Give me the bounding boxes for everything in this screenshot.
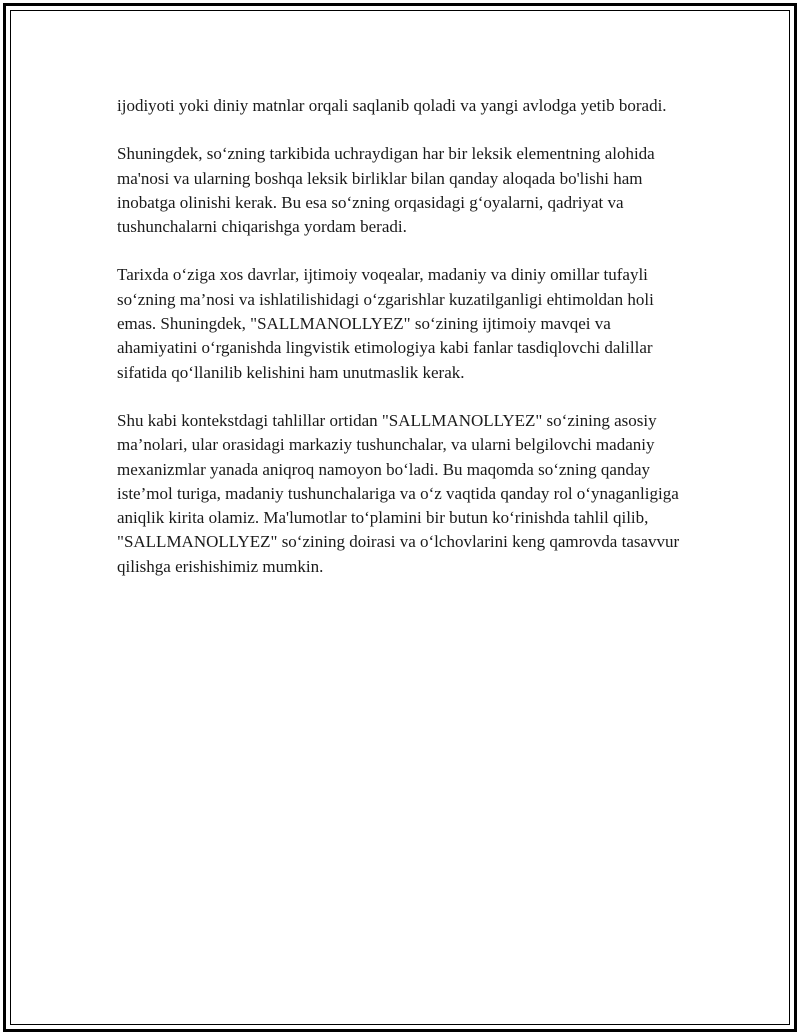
paragraph-4: Shu kabi kontekstdagi tahlillar ortidan "SALLMANOLLYEZ" so‘zining asosiy ma’nolari, ular orasidagi markaziy tushunchalar, va ularni belgilovchi madaniy mexanizmlar yanada aniqroq namoyon bo‘ladi. Bu maqomda so‘zning qanday iste’mol turiga, madaniy tushunchalariga va o‘z vaqtida qanday rol o‘ynaganligiga aniqlik kirita olamiz. Ma'lumotlar to‘plamini bir butun ko‘rinishda tahlil qilib, "SALLMANOLLYEZ" so‘zining doirasi va o‘lchovlarini keng qamrovda tasavvur qilishga erishishimiz mumkin. [117,410,680,576]
paragraph-2: Shuningdek, so‘zning tarkibida uchraydigan har bir leksik elementning alohida ma'nosi va ularning boshqa leksik birliklar bilan qanday aloqada bo'lishi ham inobatga olinishi kerak. Bu esa so‘zning orqasidagi g‘oyalarni, qadriyat va tushunchalarni chiqarishga yordam beradi. [117,144,655,237]
document-body [117,94,692,603]
paragraph-1: ijodiyoti yoki diniy matnlar orqali saqlanib qoladi va yangi avlodga yetib boradi. [117,96,667,115]
paragraph-3: Tarixda o‘ziga xos davrlar, ijtimoiy voqealar, madaniy va diniy omillar tufayli so‘zning ma’nosi va ishlatilishidagi o‘zgarishlar kuzatilganligi ehtimoldan holi emas. Shuningdek, "SALLMANOLLYEZ" so‘zining ijtimoiy mavqei va ahamiyatini o‘rganishda lingvistik etimologiya kabi fanlar tasdiqlovchi dalillar sifatida qo‘llanilib kelishini ham unutmaslik kerak. [117,265,654,382]
